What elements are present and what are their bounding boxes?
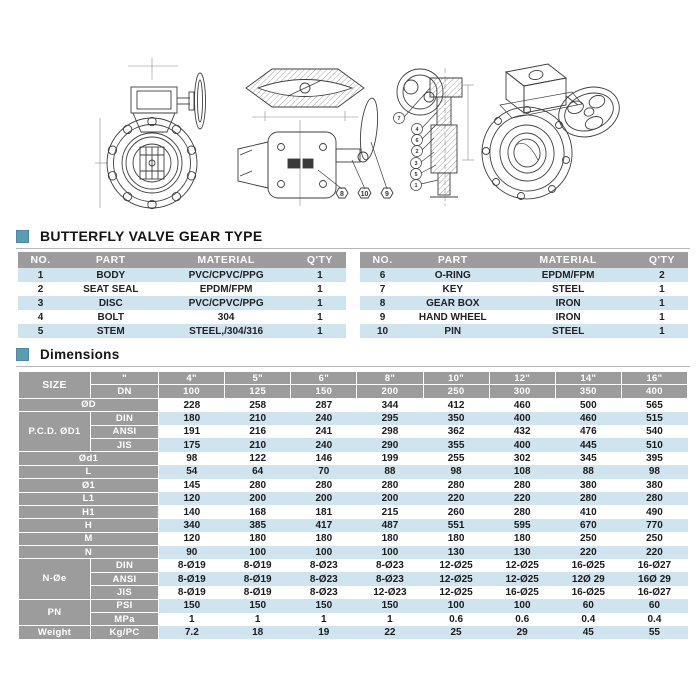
part-no: 3 [37,297,44,309]
row-label: L [19,465,159,478]
table-row [18,282,346,296]
parts-tables [18,252,688,338]
part-qty: 1 [659,283,665,295]
row-label: Ød1 [19,452,159,465]
dimension-value: 280 [555,492,621,505]
part-qty: 1 [317,269,323,281]
size-header-value: 8" [357,372,423,385]
dimension-value: 146 [315,453,333,465]
dimension-value: 355 [423,438,489,451]
dimensions-title-text: Dimensions [40,347,120,362]
dimension-value: 8-Ø23 [309,560,338,572]
svg-text:6: 6 [415,138,419,144]
part-material: EPDM/FPM [199,283,253,295]
row-label: M [19,532,159,545]
part-material: PVC/CPVC/PPG [188,297,264,309]
part-no: 2 [37,283,44,295]
dimension-value: 344 [381,399,399,411]
dimension-value: 100 [225,546,291,559]
dimension-value: 770 [621,519,687,532]
dimension-value: 250 [579,533,597,545]
dimension-value: 16-Ø27 [637,560,672,572]
row-label: L1 [19,492,159,505]
row-sublabel: ANSI [91,572,159,585]
part-qty: 1 [659,311,665,323]
dimension-value: 0.4 [647,613,662,625]
dimension-value: 216 [249,426,267,438]
table-row [19,546,688,559]
dimension-value: 385 [225,519,291,532]
dimension-value: 280 [381,479,399,491]
row-sublabel: DIN [91,412,159,425]
dimension-value: 180 [381,533,399,545]
size-header-value: 5" [225,372,291,385]
dimension-value: 362 [447,426,465,438]
section-bullet-icon [16,348,29,361]
table-row [19,572,688,585]
dimension-value: 8-Ø23 [291,572,357,585]
dimension-value: 220 [621,546,687,559]
table-row [19,532,688,545]
dimension-value: 210 [225,438,291,451]
size-header-value: 6" [291,372,357,385]
dimension-value: 510 [621,438,687,451]
dimension-value: 280 [513,479,531,491]
dimension-value: 98 [621,465,687,478]
dimension-value: 417 [291,519,357,532]
table-row [19,479,688,492]
dimension-value: 180 [159,412,225,425]
part-no: 8 [379,297,386,309]
part-qty: 1 [659,297,665,309]
dimension-value: 88 [357,465,423,478]
row-sublabel: PSI [91,599,159,612]
row-group-label: Weight [19,626,91,639]
callout-9 [381,188,393,198]
part-name: SEAT SEAL [83,283,139,295]
dimension-value: 122 [249,453,267,465]
dimension-value: 380 [646,479,663,491]
dimension-value: 8-Ø19 [177,560,206,572]
dimension-value: 432 [513,426,531,438]
table-row [18,268,346,282]
dimension-value: 280 [447,479,465,491]
row-label: H1 [19,505,159,518]
table-row [19,452,688,465]
part-name: BOLT [97,311,124,323]
dimension-value: 60 [555,599,621,612]
table-row [19,372,688,385]
column-header: NO. [18,252,63,268]
parts-table-right [360,252,688,338]
dimension-value: 100 [291,546,357,559]
dimension-value: 260 [447,506,465,518]
dimension-value: 410 [579,506,597,518]
dimension-value: 241 [315,426,333,438]
dn-header-value: 125 [225,385,291,398]
svg-text:2: 2 [415,149,419,155]
dimension-value: 500 [579,399,597,411]
dn-unit-label: DN [91,385,159,398]
dimension-value: 180 [447,533,465,545]
svg-text:10: 10 [360,191,369,198]
dimension-value: 0.6 [449,613,464,625]
row-sublabel: ANSI [91,425,159,438]
dimension-value: 487 [357,519,423,532]
row-sublabel: JIS [91,438,159,451]
parts-section-title [16,228,690,249]
dimension-value: 16-Ø27 [637,586,672,598]
dimension-value: 145 [183,479,201,491]
dimension-value: 180 [513,533,531,545]
row-sublabel: JIS [91,586,159,599]
row-sublabel: DIN [91,559,159,572]
part-qty: 1 [317,325,323,337]
dimension-value: 302 [513,453,531,465]
table-row [19,586,688,599]
dimension-value: 88 [555,465,621,478]
callout-8 [336,188,348,198]
size-header-value: 4" [159,372,225,385]
dimension-value: 140 [183,506,201,518]
dimension-value: 200 [225,492,291,505]
dimension-value: 220 [423,492,489,505]
row-group-label: P.C.D. ØD1 [19,412,91,452]
dimension-value: 168 [249,506,267,518]
dimension-value: 16-Ø25 [571,586,605,598]
table-row [19,465,688,478]
dimension-value: 150 [159,599,225,612]
part-name: BODY [96,269,126,281]
part-qty: 2 [659,269,665,281]
part-qty: 1 [317,283,323,295]
table-row [19,412,688,425]
dimension-value: 460 [513,399,531,411]
table-row [360,282,688,296]
parts-table-left [18,252,346,338]
dimension-value: 240 [291,438,357,451]
dimension-value: 180 [315,533,333,545]
dn-header-value: 250 [423,385,489,398]
dimension-value: 551 [423,519,489,532]
part-name: HAND WHEEL [418,311,487,323]
dn-header-value: 200 [357,385,423,398]
table-row [19,398,688,411]
drawing-section-top-view [238,69,393,198]
size-header-value: 16" [621,372,687,385]
dimension-value: 108 [489,465,555,478]
dimension-value: 8-Ø19 [159,572,225,585]
table-row [18,310,346,324]
dimension-value: 1 [254,613,261,625]
row-label: N [19,546,159,559]
part-qty: 1 [317,311,323,323]
dimension-value: 295 [357,412,423,425]
table-row [19,385,688,398]
dimension-value: 280 [513,506,531,518]
part-material: STEEL [551,325,585,337]
section-bullet-icon [16,230,29,243]
dimension-value: 100 [423,599,489,612]
dimension-value: 490 [646,506,663,518]
dimension-value: 670 [555,519,621,532]
dimension-value: 350 [423,412,489,425]
dimension-value: 258 [249,399,267,411]
part-material: STEEL,/304/316 [189,325,264,337]
part-no: 7 [379,283,386,295]
dimension-value: 228 [183,399,201,411]
dimension-value: 16-Ø25 [505,586,539,598]
part-name: KEY [442,283,464,295]
dimension-value: 199 [381,453,399,465]
part-material: IRON [555,297,581,309]
part-no: 4 [37,311,44,323]
svg-text:5: 5 [414,172,418,178]
dimension-value: 340 [159,519,225,532]
size-corner-label: SIZE [19,372,91,399]
part-material: IRON [555,311,581,323]
dimension-value: 280 [249,479,267,491]
part-name: PIN [444,325,462,337]
dimension-value: 220 [489,492,555,505]
dimension-value: 210 [225,412,291,425]
dimension-value: 25 [423,626,489,639]
dimension-value: 476 [579,426,597,438]
part-material: STEEL [551,283,585,295]
dimension-value: 45 [555,626,621,639]
part-qty: 1 [659,325,665,337]
dimension-value: 8-Ø19 [243,586,272,598]
parts-title-text: BUTTERFLY VALVE GEAR TYPE [40,228,263,244]
part-qty: 1 [317,297,323,309]
part-material: 304 [217,311,235,323]
dn-header-value: 150 [291,385,357,398]
svg-text:4: 4 [415,127,419,133]
table-row [19,599,688,612]
dimension-value: 595 [489,519,555,532]
dimension-value: 345 [579,453,597,465]
svg-text:7: 7 [397,116,401,122]
part-no: 1 [37,269,44,281]
table-row [19,425,688,438]
dimension-value: 8-Ø23 [357,572,423,585]
row-label: Ø1 [19,479,159,492]
dimension-value: 290 [357,438,423,451]
part-no: 6 [379,269,386,281]
dimension-value: 16Ø 29 [621,572,687,585]
part-material: EPDM/FPM [541,269,595,281]
dimension-value: 240 [291,412,357,425]
dimension-value: 220 [555,546,621,559]
dimension-value: 412 [447,399,465,411]
dimension-value: 150 [225,599,291,612]
drawing-cross-section [394,68,475,206]
part-no: 9 [379,311,386,323]
callout-10 [358,188,371,198]
column-header: MATERIAL [158,252,293,268]
dimension-value: 1 [321,613,327,625]
dimension-value: 70 [291,465,357,478]
dimension-value: 1 [189,613,195,625]
dimension-value: 540 [646,426,663,438]
table-row [18,252,346,268]
dimension-value: 191 [183,426,201,438]
dimension-value: 8-Ø23 [309,586,338,598]
dimension-value: 400 [489,438,555,451]
dimension-value: 175 [159,438,225,451]
svg-text:1: 1 [414,183,418,189]
table-row [19,505,688,518]
part-no: 5 [37,325,44,337]
dimension-value: 12-Ø25 [439,586,473,598]
table-row [19,438,688,451]
drawing-isometric-view [473,64,626,207]
dimension-value: 12-Ø25 [489,572,555,585]
size-header-value: 10" [423,372,489,385]
dimensions-table [18,371,688,640]
dimension-value: 200 [357,492,423,505]
dimension-value: 565 [646,399,663,411]
dimension-value: 18 [225,626,291,639]
dimension-value: 280 [315,479,333,491]
table-row [360,252,688,268]
size-header-value: 14" [555,372,621,385]
row-group-label: N-Øe [19,559,91,599]
dimension-value: 22 [357,626,423,639]
dimension-value: 445 [555,438,621,451]
dimension-value: 215 [381,506,399,518]
column-header: NO. [360,252,405,268]
column-header: Q'TY [294,252,346,268]
dimension-value: 1 [387,613,393,625]
dn-header-value: 350 [555,385,621,398]
svg-text:9: 9 [385,191,389,198]
dimension-value: 150 [291,599,357,612]
dimension-value: 12-Ø25 [505,560,539,572]
dimension-value: 29 [489,626,555,639]
dimension-value: 100 [489,599,555,612]
part-name: O-RING [434,269,471,281]
dimension-value: 150 [357,599,423,612]
dimension-value: 380 [579,479,597,491]
svg-text:3: 3 [414,161,418,167]
table-row [19,492,688,505]
dimension-value: 250 [646,533,663,545]
dimension-value: 19 [291,626,357,639]
table-row [19,613,688,626]
table-row [360,268,688,282]
dimension-value: 200 [291,492,357,505]
dimension-value: 98 [423,465,489,478]
dimension-value: 64 [225,465,291,478]
dimension-value: 130 [489,546,555,559]
dimension-value: 181 [315,506,333,518]
dimension-value: 0.4 [581,613,596,625]
table-row [18,324,346,338]
dimension-value: 8-Ø19 [243,560,272,572]
dimension-value: 120 [159,492,225,505]
dimension-value: 12-Ø25 [439,560,473,572]
dimension-value: 12Ø 29 [555,572,621,585]
dn-header-value: 400 [621,385,687,398]
dimension-value: 90 [159,546,225,559]
dimension-value: 12-Ø23 [373,586,407,598]
dimension-value: 460 [555,412,621,425]
dimension-value: 55 [621,626,687,639]
dn-header-value: 100 [159,385,225,398]
dimension-value: 12-Ø25 [423,572,489,585]
table-row [360,296,688,310]
dimension-value: 8-Ø23 [376,560,404,572]
dimension-value: 16-Ø25 [571,560,605,572]
table-row [18,296,346,310]
dimension-value: 98 [186,453,198,465]
row-label: ØD [19,398,159,411]
table-row [360,310,688,324]
dimension-value: 54 [159,465,225,478]
dimension-value: 395 [646,453,663,465]
table-row [360,324,688,338]
dimension-value: 400 [489,412,555,425]
table-row [19,626,688,639]
dimension-value: 100 [357,546,423,559]
row-sublabel: Kg/PC [91,626,159,639]
inch-unit-label: " [91,372,159,385]
table-row [19,559,688,572]
dimension-value: 8-Ø19 [177,586,206,598]
dimension-value: 0.6 [515,613,530,625]
dimension-value: 255 [447,453,465,465]
column-header: PART [405,252,500,268]
part-name: DISC [98,297,123,309]
column-header: Q'TY [636,252,688,268]
dimension-value: 8-Ø19 [225,572,291,585]
dimension-value: 7.2 [159,626,225,639]
technical-drawings [0,0,700,228]
dimension-value: 180 [249,533,267,545]
dimension-value: 130 [423,546,489,559]
dimension-value: 515 [621,412,687,425]
dimensions-section-title [16,347,690,367]
part-material: PVC/CPVC/PPG [188,269,264,281]
dimension-value: 120 [183,533,201,545]
svg-text:8: 8 [340,191,344,198]
dimension-value: 287 [315,399,333,411]
dn-header-value: 300 [489,385,555,398]
row-label: H [19,519,159,532]
dimension-value: 298 [381,426,399,438]
dimension-value: 280 [621,492,687,505]
table-row [19,519,688,532]
column-header: MATERIAL [500,252,635,268]
row-group-label: PN [19,599,91,626]
dimension-value: 60 [621,599,687,612]
column-header: PART [63,252,158,268]
row-sublabel: MPa [91,613,159,626]
part-name: STEM [96,325,125,337]
part-name: GEAR BOX [426,297,480,309]
size-header-value: 12" [489,372,555,385]
part-no: 10 [377,325,389,337]
